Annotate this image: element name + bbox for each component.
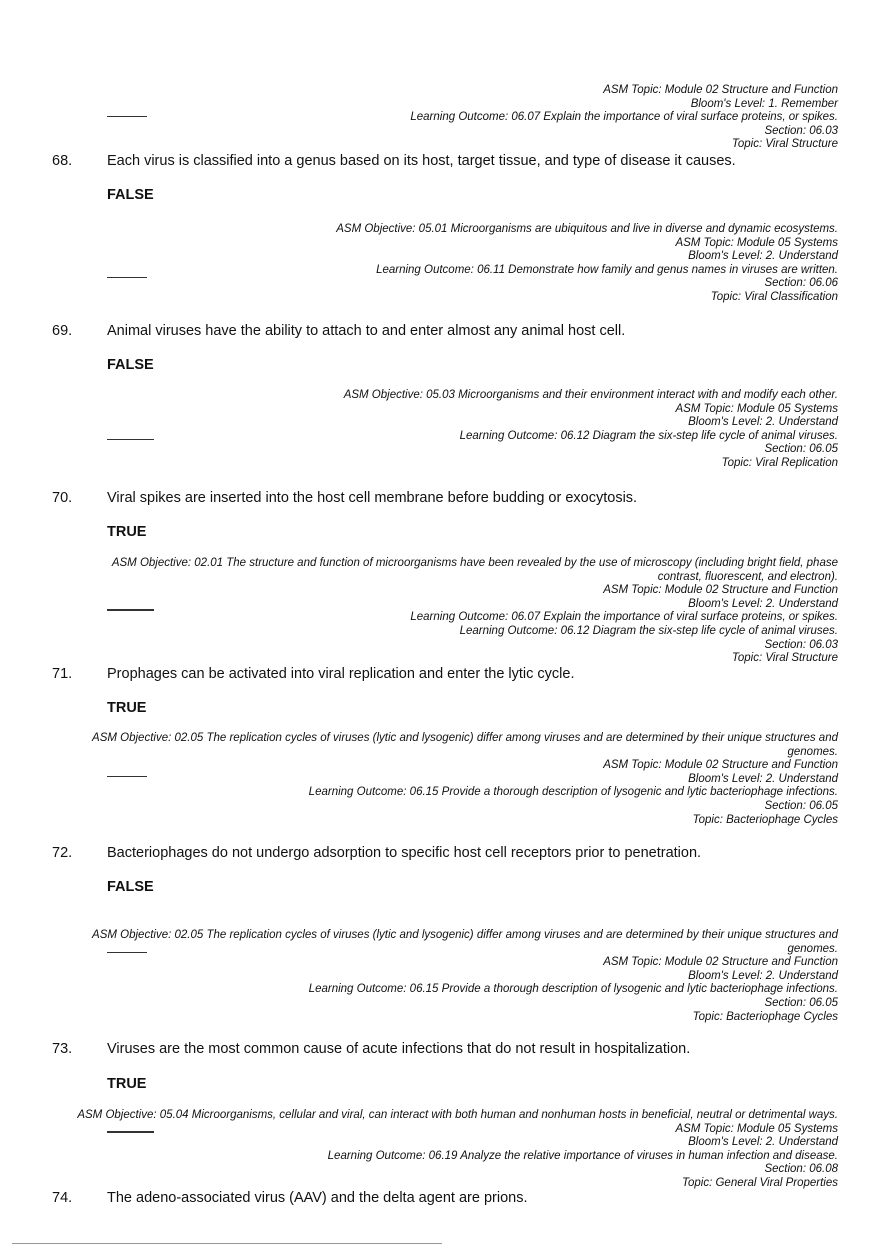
meta-line: Topic: Viral Replication	[721, 456, 838, 469]
answer-blank-line	[107, 776, 147, 777]
question-number: 70.	[52, 490, 73, 506]
meta-line: ASM Objective: 05.01 Microorganisms are ubiquitous and live in diverse and dynamic ecosystems.	[336, 223, 838, 235]
meta-line: Learning Outcome: 06.15 Provide a thorough description of lysogenic and lytic bacteriophage infections.	[308, 786, 838, 799]
answer-68: FALSE	[107, 187, 154, 203]
question-text: Viral spikes are inserted into the host cell membrane before budding or exocytosis.	[107, 490, 638, 506]
answer-71: TRUE	[107, 700, 147, 716]
meta-line: ASM Topic: Module 05 Systems	[675, 402, 838, 415]
question-69-metadata	[344, 389, 838, 471]
meta-line: Learning Outcome: 06.12 Diagram the six-step life cycle of animal viruses.	[459, 624, 838, 637]
meta-line: Section: 06.05	[764, 799, 838, 812]
answer-73: TRUE	[107, 1076, 147, 1092]
question-text: The adeno-associated virus (AAV) and the delta agent are prions.	[107, 1190, 528, 1206]
meta-line: Learning Outcome: 06.19 Analyze the relative importance of viruses in human infection and disease.	[327, 1149, 838, 1162]
question-number: 72.	[52, 845, 73, 861]
answer-69: FALSE	[107, 357, 154, 373]
meta-line: ASM Topic: Module 05 Systems	[675, 1122, 838, 1135]
question-number: 73.	[52, 1041, 73, 1057]
meta-line: Learning Outcome: 06.07 Explain the importance of viral surface proteins, or spikes.	[410, 111, 838, 124]
answer-70: TRUE	[107, 524, 147, 540]
meta-line: Bloom's Level: 2. Understand	[688, 1136, 838, 1149]
meta-line: ASM Objective: 02.05 The replication cycles of viruses (lytic and lysogenic) differ among viruses and are determined by their unique structures and	[92, 929, 838, 941]
question-72-metadata	[50, 929, 838, 1024]
meta-line: Learning Outcome: 06.12 Diagram the six-step life cycle of animal viruses.	[459, 429, 838, 442]
meta-line: Section: 06.08	[764, 1163, 838, 1176]
meta-line: Topic: Viral Structure	[731, 652, 838, 665]
question-70-metadata	[50, 557, 838, 666]
answer-blank-line	[107, 439, 154, 440]
meta-line: Topic: General Viral Properties	[682, 1176, 838, 1189]
meta-line: ASM Topic: Module 02 Structure and Function	[603, 956, 838, 969]
page-footer-rule	[12, 1243, 442, 1244]
meta-line: ASM Topic: Module 02 Structure and Function	[603, 759, 838, 772]
meta-line: Bloom's Level: 2. Understand	[688, 772, 838, 785]
question-number: 74.	[52, 1190, 73, 1206]
question-number: 68.	[52, 153, 73, 169]
meta-line: ASM Objective: 05.03 Microorganisms and their environment interact with and modify each other.	[343, 389, 838, 401]
meta-line: genomes.	[787, 745, 838, 758]
question-71-metadata	[50, 732, 838, 827]
question-number: 71.	[52, 666, 73, 682]
meta-line: Topic: Bacteriophage Cycles	[692, 813, 838, 826]
question-68-metadata	[336, 223, 838, 305]
meta-line: Learning Outcome: 06.15 Provide a thorough description of lysogenic and lytic bacteriophage infections.	[308, 983, 838, 996]
meta-line: ASM Topic: Module 05 Systems	[675, 236, 838, 249]
meta-line: Bloom's Level: 1. Remember	[690, 97, 838, 110]
meta-line: Topic: Viral Structure	[731, 138, 838, 151]
meta-line: Section: 06.03	[764, 638, 838, 651]
meta-line: contrast, fluorescent, and electron).	[657, 570, 838, 583]
meta-line: Bloom's Level: 2. Understand	[688, 597, 838, 610]
answer-blank-line	[107, 609, 154, 611]
question-67-metadata	[410, 84, 838, 152]
meta-line: Section: 06.03	[764, 124, 838, 137]
meta-line: Learning Outcome: 06.11 Demonstrate how family and genus names in viruses are written.	[376, 263, 838, 276]
question-text: Animal viruses have the ability to attach to and enter almost any animal host cell.	[107, 323, 626, 339]
answer-blank-line	[107, 952, 147, 953]
question-text: Prophages can be activated into viral replication and enter the lytic cycle.	[107, 666, 575, 682]
meta-line: ASM Objective: 05.04 Microorganisms, cellular and viral, can interact with both human and nonhuman hosts in beneficial, neutral or detrimental ways.	[77, 1109, 838, 1121]
meta-line: ASM Topic: Module 02 Structure and Function	[603, 84, 838, 96]
answer-blank-line	[107, 116, 147, 117]
answer-72: FALSE	[107, 879, 154, 895]
meta-line: Topic: Bacteriophage Cycles	[692, 1010, 838, 1023]
meta-line: Section: 06.06	[764, 277, 838, 290]
answer-blank-line	[107, 1131, 154, 1133]
meta-line: ASM Objective: 02.01 The structure and function of microorganisms have been revealed by the use of microscopy (including bright field, phase	[111, 557, 838, 569]
meta-line: Learning Outcome: 06.07 Explain the importance of viral surface proteins, or spikes.	[410, 611, 838, 624]
question-text: Viruses are the most common cause of acute infections that do not result in hospitalization.	[107, 1041, 691, 1057]
meta-line: genomes.	[787, 942, 838, 955]
meta-line: ASM Objective: 02.05 The replication cycles of viruses (lytic and lysogenic) differ among viruses and are determined by their unique structures and	[92, 732, 838, 744]
meta-line: Bloom's Level: 2. Understand	[688, 416, 838, 429]
meta-line: Topic: Viral Classification	[710, 290, 838, 303]
question-73-metadata	[77, 1109, 838, 1191]
answer-blank-line	[107, 277, 147, 278]
meta-line: Section: 06.05	[764, 443, 838, 456]
meta-line: Bloom's Level: 2. Understand	[688, 969, 838, 982]
question-number: 69.	[52, 323, 73, 339]
meta-line: ASM Topic: Module 02 Structure and Function	[603, 584, 838, 597]
meta-line: Bloom's Level: 2. Understand	[688, 250, 838, 263]
meta-line: Section: 06.05	[764, 996, 838, 1009]
question-text: Each virus is classified into a genus based on its host, target tissue, and type of disease it causes.	[107, 153, 736, 169]
question-text: Bacteriophages do not undergo adsorption to specific host cell receptors prior to penetration.	[107, 845, 702, 861]
